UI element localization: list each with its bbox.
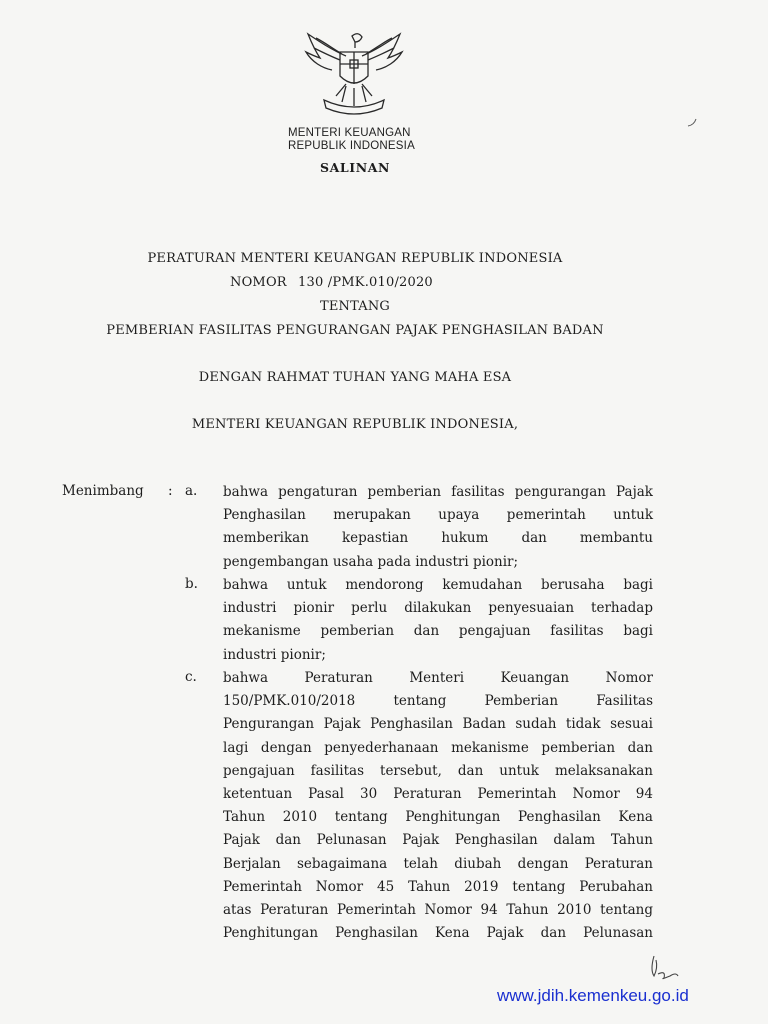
text-line: Berjalan sebagaimana telah diubah dengan Peraturan	[223, 855, 653, 872]
nomor-label: NOMOR	[230, 275, 287, 290]
tentang-heading: TENTANG	[319, 299, 391, 314]
ministry-line-1: MENTERI KEUANGAN	[288, 127, 411, 139]
text-line: atas Peraturan Pemerintah Nomor 94 Tahun 2010 tentang	[223, 901, 653, 918]
pen-mark-icon	[686, 116, 700, 130]
item-c-text	[223, 667, 653, 945]
ministry-heading	[288, 127, 415, 153]
item-b-letter: b.	[185, 576, 198, 592]
item-a-text	[223, 481, 653, 574]
text-line: 150/PMK.010/2018 tentang Pemberian Fasilitas	[223, 693, 653, 710]
regulation-title: PERATURAN MENTERI KEUANGAN REPUBLIK INDONESIA	[147, 251, 563, 266]
text-line: Pemerintah Nomor 45 Tahun 2019 tentang Perubahan	[223, 878, 653, 895]
menimbang-colon: :	[168, 483, 173, 499]
text-line: bahwa untuk mendorong kemudahan berusaha bagi	[223, 577, 653, 593]
text-line: memberikan kepastian hukum dan membantu	[223, 530, 653, 547]
text-line: industri pionir perlu dilakukan penyesuaian terhadap	[223, 600, 653, 617]
item-c-letter: c.	[185, 669, 197, 685]
text-line: ketentuan Pasal 30 Peraturan Pemerintah Nomor 94	[223, 785, 653, 802]
text-line: pengembangan usaha pada industri pionir;	[223, 553, 519, 570]
text-line: Pengurangan Pajak Penghasilan Badan sudah tidak sesuai	[223, 716, 653, 733]
regulation-subject: PEMBERIAN FASILITAS PENGURANGAN PAJAK PENGHASILAN BADAN	[106, 323, 604, 338]
ministry-line-2: REPUBLIK INDONESIA	[288, 140, 415, 152]
item-b-text	[223, 574, 653, 667]
jdih-website-link[interactable]: www.jdih.kemenkeu.go.id	[497, 986, 689, 1005]
garuda-emblem-icon	[302, 30, 406, 120]
text-line: industri pionir;	[223, 646, 326, 663]
text-line: mekanisme pemberian dan pengajuan fasilitas bagi	[223, 623, 653, 640]
rahmat-line: DENGAN RAHMAT TUHAN YANG MAHA ESA	[198, 370, 512, 385]
text-line: lagi dengan penyederhanaan mekanisme pemberian dan	[223, 739, 653, 756]
text-line: pengajuan fasilitas tersebut, dan untuk melaksanakan	[223, 762, 653, 779]
menimbang-label: Menimbang	[62, 483, 144, 499]
menteri-line: MENTERI KEUANGAN REPUBLIK INDONESIA,	[191, 417, 519, 432]
nomor-value: 130 /PMK.010/2020	[298, 275, 433, 290]
salinan-stamp: SALINAN	[319, 160, 391, 175]
paraf-signature-icon	[646, 952, 682, 982]
text-line: bahwa Peraturan Menteri Keuangan Nomor	[223, 670, 653, 686]
text-line: Penghitungan Penghasilan Kena Pajak dan Pelunasan	[223, 925, 653, 942]
regulation-number	[230, 275, 433, 290]
text-line: Pajak dan Pelunasan Pajak Penghasilan dalam Tahun	[223, 832, 653, 849]
item-a-letter: a.	[185, 483, 198, 499]
text-line: bahwa pengaturan pemberian fasilitas pengurangan Pajak	[223, 484, 653, 500]
text-line: Penghasilan merupakan upaya pemerintah untuk	[223, 507, 653, 524]
text-line: Tahun 2010 tentang Penghitungan Penghasilan Kena	[223, 809, 653, 826]
